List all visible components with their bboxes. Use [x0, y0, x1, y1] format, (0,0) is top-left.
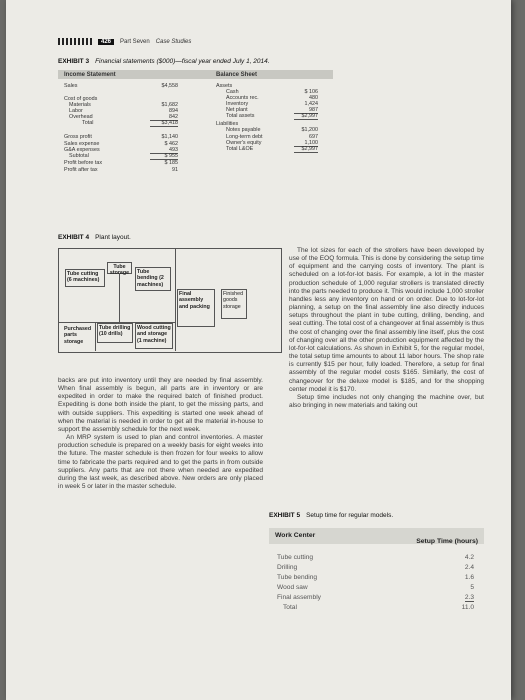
setup-time-header: Setup Time (hours)	[416, 538, 478, 545]
income-row-value: $ 955	[150, 153, 178, 160]
income-row-label: Profit before tax	[64, 160, 103, 166]
wall-line	[95, 322, 96, 351]
income-row-label: Materials	[69, 102, 91, 108]
running-header	[58, 38, 191, 45]
income-row-label: Sales expense	[64, 141, 100, 147]
work-center-header: Work Center	[275, 532, 316, 539]
exhibit3-label: EXHIBIT 3	[58, 58, 90, 65]
connector-line	[119, 274, 120, 324]
tube-storage-box: Tube storage	[107, 262, 132, 274]
balance-row-value: 480	[309, 95, 318, 101]
setup-time-cell: 2.3	[464, 594, 474, 601]
balance-row-label: Inventory	[226, 101, 249, 107]
exhibit5-label: EXHIBIT 5	[269, 512, 301, 519]
balance-row-label: Long-term debt	[226, 134, 263, 140]
setup-time-cell: 1.6	[464, 574, 474, 581]
income-row-label: Sales	[64, 83, 78, 89]
balance-row-value: $ 106	[304, 89, 318, 95]
right-column-text	[289, 247, 484, 410]
work-center-cell: Drilling	[277, 564, 298, 571]
part-label: Part Seven	[120, 38, 150, 45]
page-number: 426	[98, 39, 114, 45]
balance-row-value: 1,424	[304, 101, 318, 107]
finished-goods-box: Finished goods storage	[221, 289, 247, 319]
balance-row-value: $2,997	[294, 113, 318, 120]
left-column-text	[58, 377, 263, 491]
paragraph: backs are put into inventory until they are needed by final assembly. When final assembly is begun, all parts are in inventory or are expedited in order to make the required batch of finished product. Expediting is done both inside the plant, to get the missing parts, and with outside suppliers. This expediting is started one week ahead of when the material is needed in order to get all the material in-house to support the assembly schedule for the next week.	[58, 377, 263, 433]
section-label: Case Studies	[155, 38, 192, 45]
income-row-value: 842	[150, 114, 178, 121]
income-row-value: $4,558	[161, 83, 178, 89]
setup-time-cell: 4.2	[464, 554, 474, 561]
income-row-label: Gross profit	[64, 134, 92, 140]
work-center-cell: Tube cutting	[277, 554, 314, 561]
tube-drilling-box: Tube drilling (10 drills)	[97, 323, 133, 343]
balance-row-value: $1,200	[301, 127, 318, 133]
wall-line	[59, 322, 175, 323]
balance-row-value: 987	[294, 107, 318, 114]
balance-row-label: Accounts rec.	[226, 95, 259, 101]
work-center-cell: Total	[283, 604, 297, 611]
setup-time-cell: 11.0	[461, 604, 474, 611]
income-row-label: Overhead	[69, 114, 93, 120]
barcode-decoration	[58, 38, 92, 45]
income-row-value: 493	[150, 147, 178, 154]
balance-row-label: Liabilities	[216, 121, 239, 127]
table-header-row	[58, 70, 333, 79]
income-row-value: $1,140	[161, 134, 178, 140]
income-row-label: Subtotal	[69, 153, 89, 159]
wood-cutting-box: Wood cutting and storage (1 machine)	[135, 323, 173, 349]
balance-row-label: Total L&OE	[226, 146, 254, 152]
exhibit3-caption	[58, 58, 270, 65]
balance-row-label: Cash	[226, 89, 239, 95]
income-row-label: Labor	[69, 108, 83, 114]
setup-time-cell: 2.4	[464, 564, 474, 571]
paragraph: Setup time includes not only changing the machine over, but also bringing in new materials and taking out	[289, 393, 484, 409]
balance-row-label: Assets	[216, 83, 233, 89]
tube-cutting-box: Tube cutting (6 machines)	[65, 269, 105, 287]
purchased-parts-box: Purchased parts storage	[63, 325, 95, 345]
paragraph: The lot sizes for each of the strollers have been developed by use of the EOQ formula. This is done by considering the setup time of equipment and the carrying costs of inventory. The plant is scheduled on a lot-for-lot basis. For example, a lot in the master production schedule of 1,000 regular strollers is translated directly into the parts needed to produce it. This would include 1,000 stroller handles less any inventory on hand or on order. Due to lot-for-lot planning, a setup on the final assembly line also directly induces setups throughout the plant in tube cutting, drilling, bending, and seat cutting. The total cost of a changeover at final assembly is thus the cost of changing over the final assembly line itself, plus the cost of changing over all the other production equipment affected by the lot-for-lot calculations. As shown in Exhibit 5, for the regular model, the total setup time amounts to about 11 labor hours. The shop rate is currently $15 per hour, fully loaded. Therefore, a setup for final assembly of the regular model costs $165. Similarly, the cost of changeover for the deluxe model is $185, and for the shopping center model it is $170.	[289, 247, 484, 393]
balance-row-label: Notes payable	[226, 127, 261, 133]
exhibit4-title: Plant layout.	[95, 234, 131, 241]
setup-time-cell: 5	[470, 584, 474, 591]
income-statement-header: Income Statement	[64, 71, 116, 78]
financial-statements-table	[58, 70, 333, 186]
paragraph: An MRP system is used to plan and control inventories. A master production schedule is prepared on a weekly basis for eight weeks into the future. The master schedule is then frozen for four weeks to allow time to fabricate the parts required and to get the parts in from outside suppliers. Any parts that are not there when needed are expedited during the last week, as described above. New orders are only placed in week 5 or later in the master schedule.	[58, 434, 263, 491]
balance-row-value: 1,100	[294, 140, 318, 147]
income-row-value: 894	[169, 108, 178, 114]
income-row-label: Total	[82, 120, 94, 126]
exhibit5-caption	[269, 512, 393, 519]
income-row-value: 91	[172, 167, 178, 173]
balance-row-value: $2,997	[294, 146, 318, 153]
exhibit4-caption	[58, 234, 131, 241]
exhibit3-title: Financial statements ($000)—fiscal year ended July 1, 2014.	[95, 58, 270, 65]
balance-sheet-header: Balance Sheet	[216, 71, 258, 78]
tube-bending-box: Tube bending (2 machines)	[135, 267, 171, 291]
plant-layout-diagram	[58, 248, 282, 353]
income-row-label: Cost of goods	[64, 96, 98, 102]
final-assembly-box: Final assembly and packing	[177, 289, 215, 327]
income-row-value: $ 462	[164, 141, 178, 147]
income-row-value: $3,418	[150, 120, 178, 127]
wall-line	[175, 249, 176, 351]
work-center-cell: Tube bending	[277, 574, 318, 581]
textbook-page	[6, 0, 511, 700]
work-center-cell: Wood saw	[277, 584, 308, 591]
income-row-value: $ 185	[164, 160, 178, 166]
income-row-value: $1,682	[161, 102, 178, 108]
income-row-label: G&A expenses	[64, 147, 100, 153]
income-row-label: Profit after tax	[64, 167, 98, 173]
balance-row-label: Net plant	[226, 107, 248, 113]
balance-row-value: 697	[309, 134, 318, 140]
exhibit5-title: Setup time for regular models.	[306, 512, 394, 519]
work-center-cell: Final assembly	[277, 594, 321, 601]
balance-row-label: Owner's equity	[226, 140, 262, 146]
exhibit4-label: EXHIBIT 4	[58, 234, 90, 241]
balance-row-label: Total assets	[226, 113, 255, 119]
